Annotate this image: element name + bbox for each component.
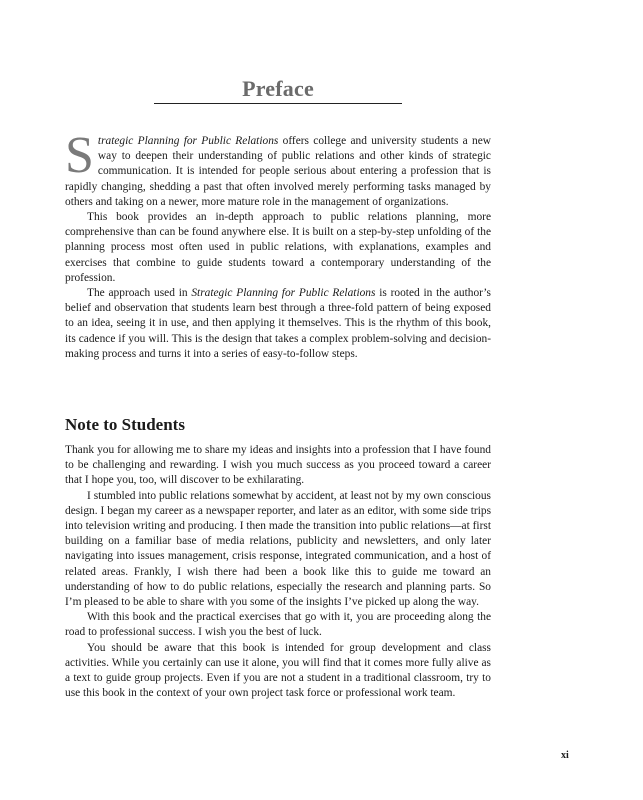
preface-paragraph-3: [65, 286, 491, 362]
book-title-italic: trategic Planning for Public Relations: [97, 135, 279, 147]
preface-paragraph-1: [65, 127, 491, 210]
preface-paragraph-1-text: offers college and university students a new way to deepen their understanding of public relations and other kinds of strategic communication. It is intended for people serious about entering a profession that is rapidly changing, shedding a past that often involved merely performing tasks managed by others and taking on a newer, more mature role in the management of organizations.: [65, 135, 491, 208]
section-heading-note-to-students: Note to Students: [65, 415, 185, 434]
book-title-italic: Strategic Planning for Public Relations: [191, 287, 376, 300]
preface-paragraph-3-end: is rooted in the author’s belief and observation that students learn best through a three-fold pattern of being exposed to an idea, seeing it in use, and then applying it themselves. This is the rhythm of this book, its cadence if you will. This is the design that takes a complex problem-solving and decision-making process and turns it into a series of easy-to-follow steps.: [65, 287, 491, 360]
students-paragraph-4: You should be aware that this book is intended for group development and class activities. While you certainly can use it alone, you will find that it comes more fully alive as a text to guide group projects. Even if you are not a student in a traditional classroom, try to use this book in the context of your own project task force or professional work team.: [65, 641, 491, 700]
preface-paragraph-2: This book provides an in-depth approach to public relations planning, more comprehensive than can be found anywhere else. It is built on a step-by-step unfolding of the planning process most often used in public relations, with explanations, examples and exercises that combine to guide students toward a contemporary understanding of the profession.: [65, 211, 491, 284]
drop-cap: S: [65, 127, 94, 184]
students-paragraph-1: Thank you for allowing me to share my ideas and insights into a profession that I have found to be challenging and rewarding. I wish you much success as you proceed toward a career that I hope you, too, will discover to be exhilarating.: [65, 444, 491, 487]
page-number: xi: [561, 750, 569, 761]
title-underline-rule: [154, 103, 402, 104]
preface-paragraph-3-start: The approach used in: [87, 287, 192, 300]
preface-section: [65, 127, 491, 362]
page-title: Preface: [242, 76, 314, 101]
note-to-students-section: [65, 443, 491, 701]
students-paragraph-3: With this book and the practical exercises that go with it, you are proceeding along the road to professional success. I wish you the best of luck.: [65, 611, 491, 639]
students-paragraph-2: I stumbled into public relations somewhat by accident, at least not by my own conscious design. I began my career as a newspaper reporter, and later as an editor, with some side trips into television writing and producing. I then made the transition into public relations—at first building on a familiar base of media relations, publicity and newsletters, and only later navigating into issues management, crisis response, integrated communication, and a host of related areas. Frankly, I wish there had been a book like this to guide me toward an understanding of how to do public relations, especially the research and planning parts. So I’m pleased to be able to share with you some of the insights I’ve picked up along the way.: [65, 489, 491, 609]
